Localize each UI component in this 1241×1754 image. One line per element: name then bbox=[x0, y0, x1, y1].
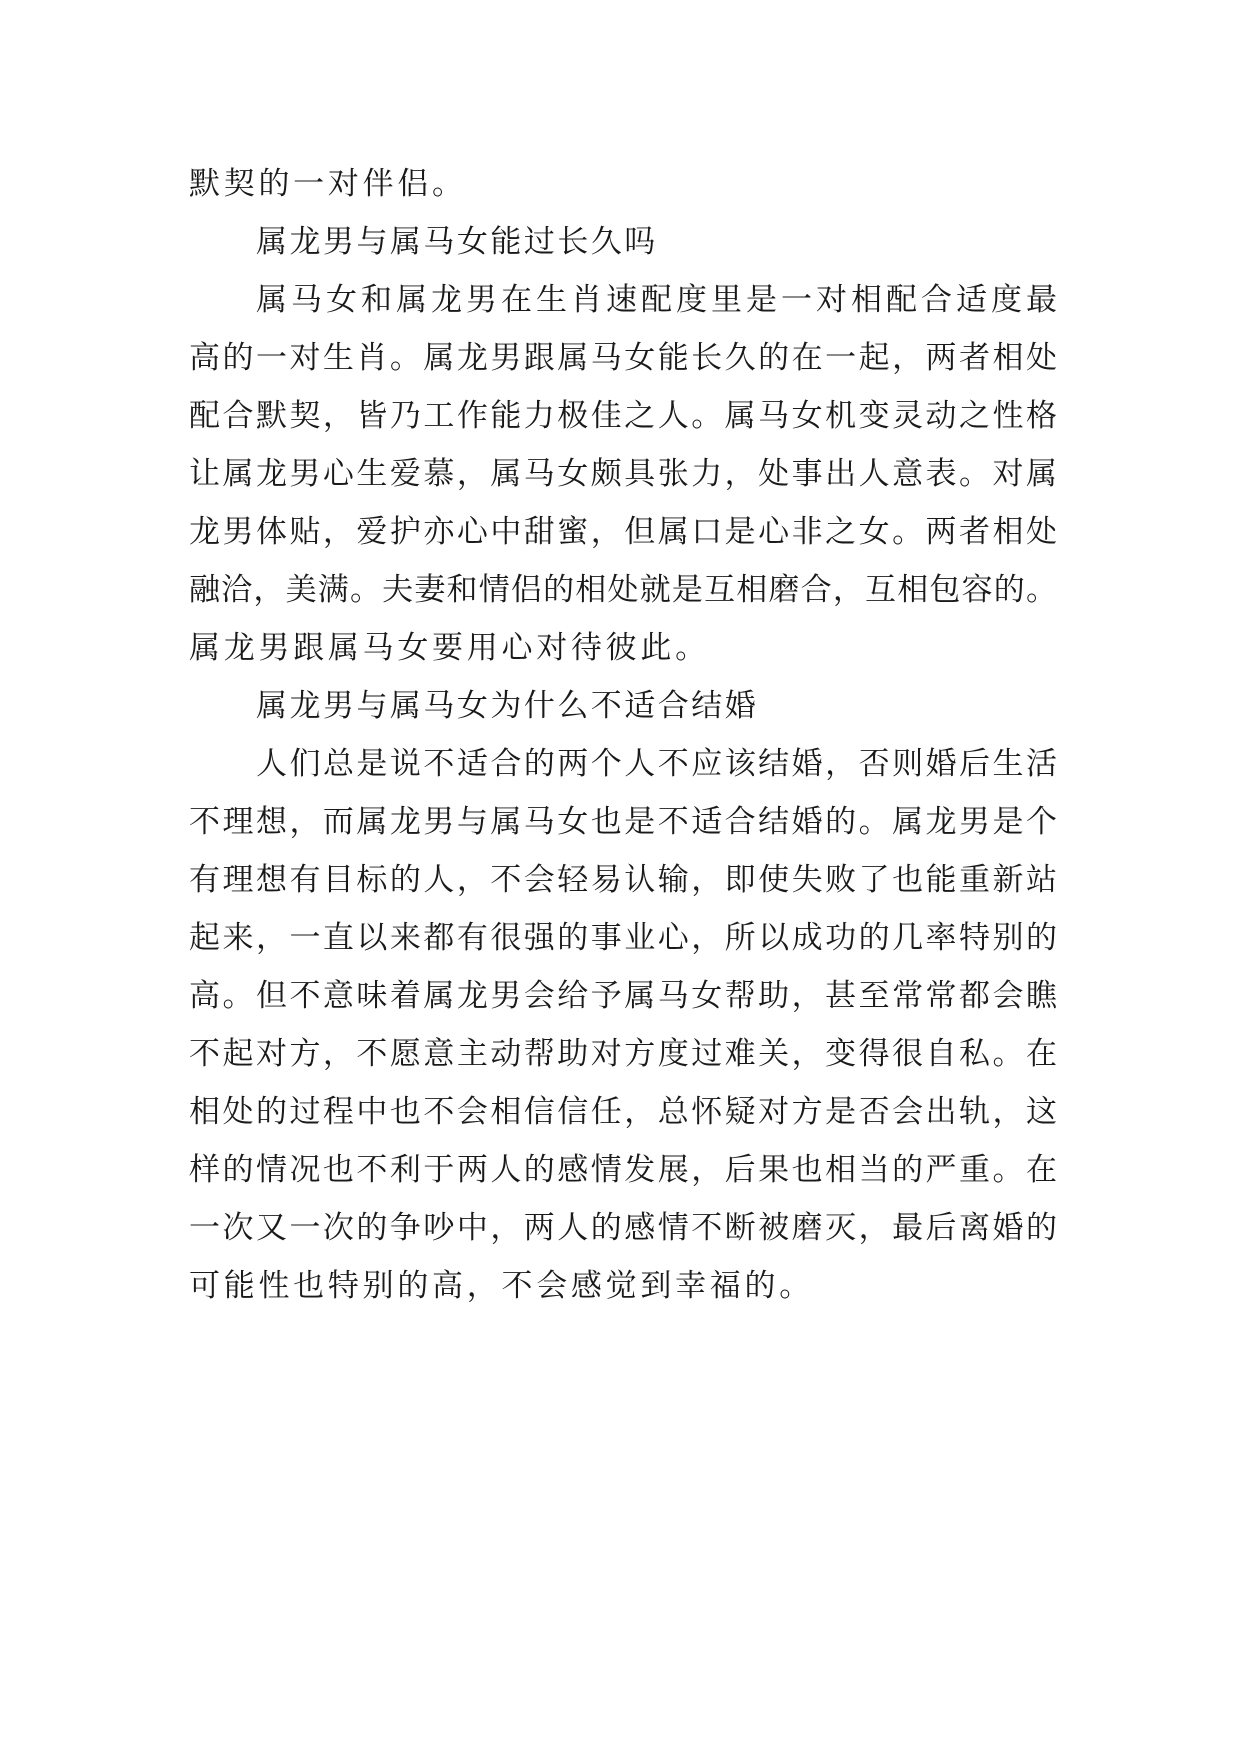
document-page bbox=[189, 155, 1057, 1315]
section-heading-longevity: 属龙男与属马女能过长久吗 bbox=[256, 224, 658, 260]
paragraph-line: 高的一对生肖。属龙男跟属马女能长久的在一起，两者相处 bbox=[189, 340, 1057, 376]
paragraph-line: 起来，一直以来都有很强的事业心，所以成功的几率特别的 bbox=[189, 920, 1057, 956]
paragraph-line: 有理想有目标的人，不会轻易认输，即使失败了也能重新站 bbox=[189, 862, 1057, 898]
paragraph-line: 样的情况也不利于两人的感情发展，后果也相当的严重。在 bbox=[189, 1152, 1057, 1188]
paragraph-longevity bbox=[189, 271, 1057, 677]
paragraph-line: 配合默契，皆乃工作能力极佳之人。属马女机变灵动之性格 bbox=[189, 398, 1057, 434]
continuation-line: 默契的一对伴侣。 bbox=[189, 166, 467, 202]
paragraph-marriage bbox=[189, 735, 1057, 1315]
paragraph-line: 相处的过程中也不会相信信任，总怀疑对方是否会出轨，这 bbox=[189, 1094, 1057, 1130]
section-heading-marriage: 属龙男与属马女为什么不适合结婚 bbox=[256, 688, 759, 724]
paragraph-line: 可能性也特别的高，不会感觉到幸福的。 bbox=[189, 1268, 814, 1304]
paragraph-line: 不理想，而属龙男与属马女也是不适合结婚的。属龙男是个 bbox=[189, 804, 1057, 840]
paragraph-line: 一次又一次的争吵中，两人的感情不断被磨灭，最后离婚的 bbox=[189, 1210, 1057, 1246]
paragraph-line: 属龙男跟属马女要用心对待彼此。 bbox=[189, 630, 710, 666]
paragraph-line: 龙男体贴，爱护亦心中甜蜜，但属口是心非之女。两者相处 bbox=[189, 514, 1057, 550]
paragraph-line: 人们总是说不适合的两个人不应该结婚，否则婚后生活 bbox=[256, 746, 1057, 782]
paragraph-line: 融洽，美满。夫妻和情侣的相处就是互相磨合，互相包容的。 bbox=[189, 572, 1057, 608]
paragraph-line: 高。但不意味着属龙男会给予属马女帮助，甚至常常都会瞧 bbox=[189, 978, 1057, 1014]
paragraph-line: 属马女和属龙男在生肖速配度里是一对相配合适度最 bbox=[256, 282, 1057, 318]
paragraph-line: 不起对方，不愿意主动帮助对方度过难关，变得很自私。在 bbox=[189, 1036, 1057, 1072]
paragraph-line: 让属龙男心生爱慕，属马女颇具张力，处事出人意表。对属 bbox=[189, 456, 1057, 492]
